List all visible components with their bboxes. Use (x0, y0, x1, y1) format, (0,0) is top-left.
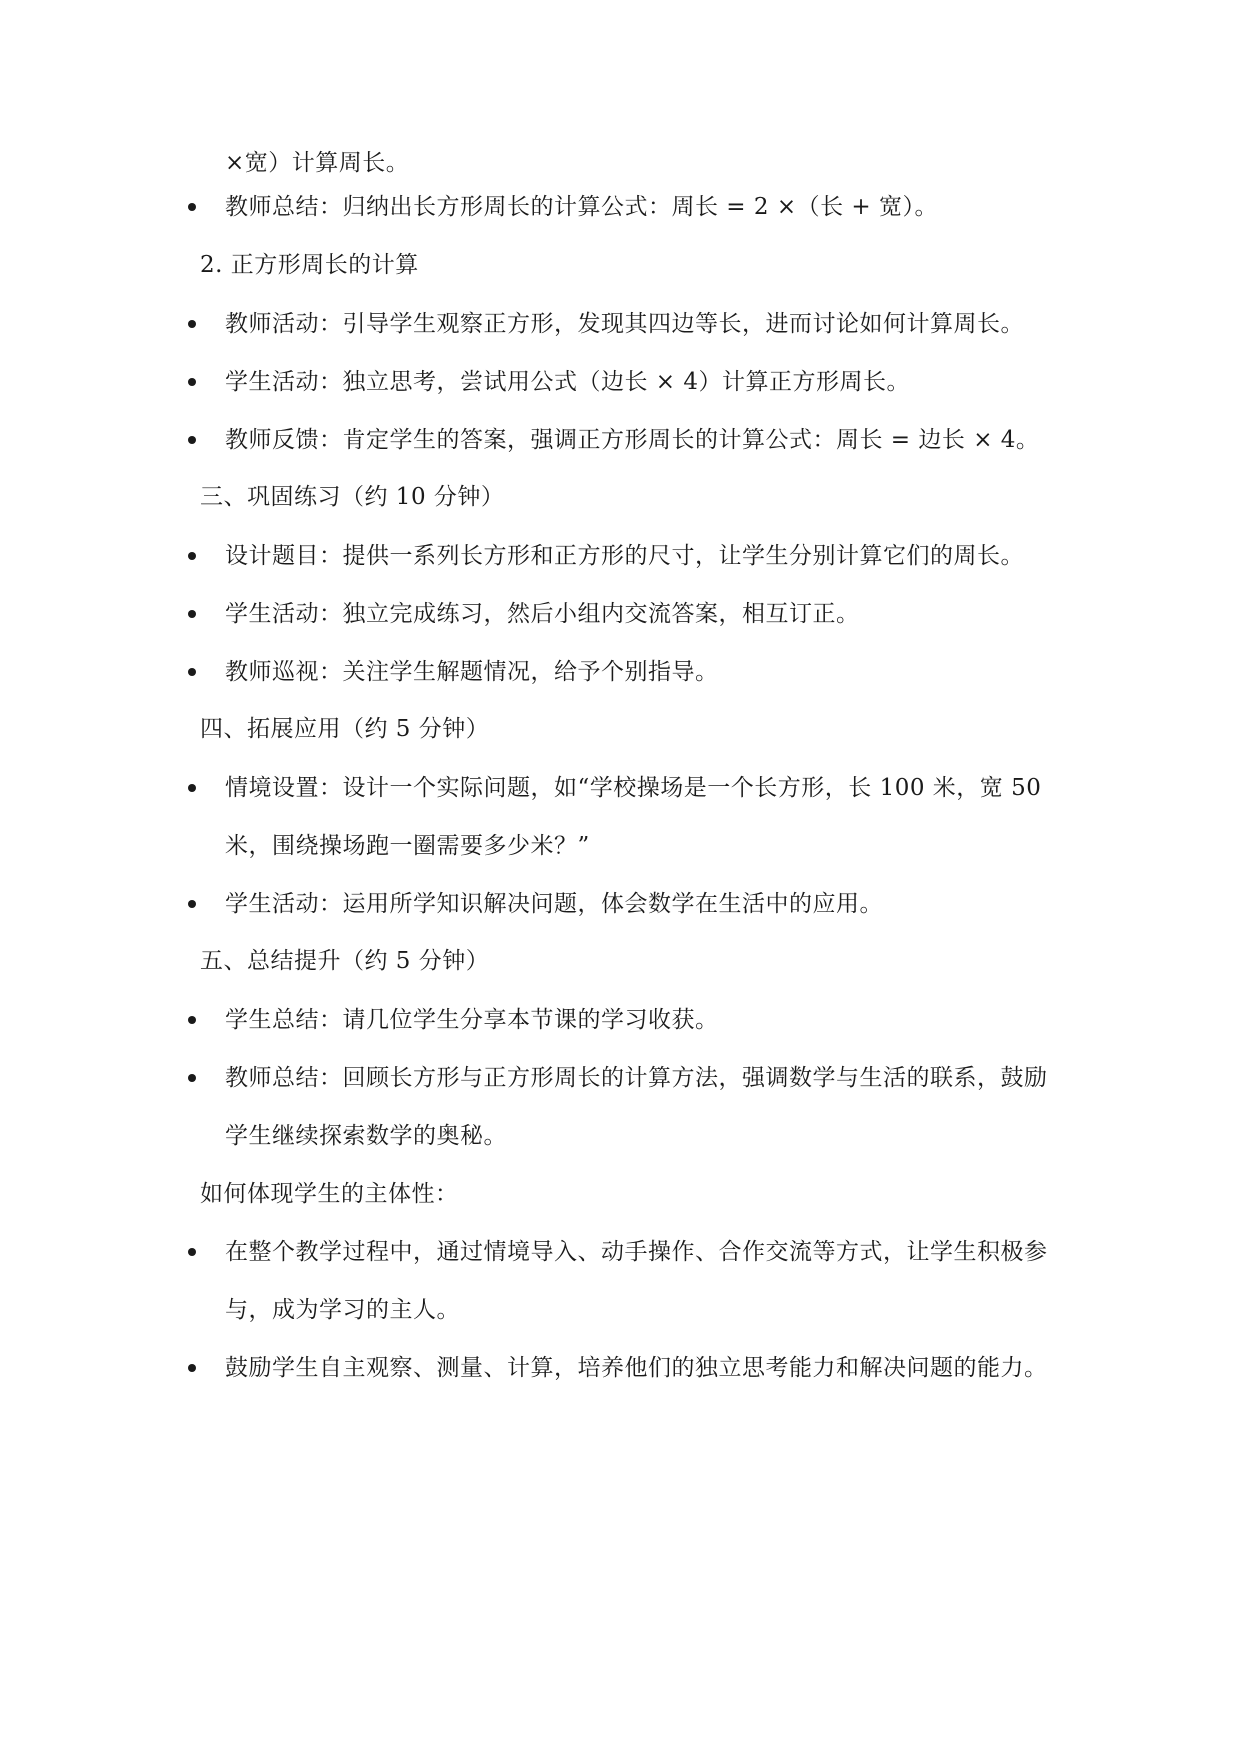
section-heading: 五、总结提升（约 5 分钟） (200, 948, 490, 974)
bullet-icon (188, 436, 196, 444)
bullet-icon (188, 1016, 196, 1024)
bullet-icon (188, 900, 196, 908)
bullet-icon (188, 784, 196, 792)
bullet-icon (188, 668, 196, 676)
bullet-item: 教师活动：引导学生观察正方形，发现其四边等长，进而讨论如何计算周长。 (225, 311, 1024, 337)
bullet-item: 教师总结：归纳出长方形周长的计算公式：周长 = 2 ×（长 + 宽）。 (225, 194, 939, 220)
section-heading: 四、拓展应用（约 5 分钟） (200, 716, 490, 742)
bullet-icon (188, 1248, 196, 1256)
bullet-item: 学生活动：独立完成练习，然后小组内交流答案，相互订正。 (225, 601, 860, 627)
continuation-line: 与，成为学习的主人。 (225, 1297, 460, 1323)
bullet-icon (188, 1364, 196, 1372)
continuation-line: 米，围绕操场跑一圈需要多少米？” (225, 833, 590, 859)
bullet-icon (188, 203, 196, 211)
bullet-item: 学生活动：运用所学知识解决问题，体会数学在生活中的应用。 (225, 891, 883, 917)
section-heading: 如何体现学生的主体性： (200, 1181, 459, 1207)
bullet-item: 设计题目：提供一系列长方形和正方形的尺寸，让学生分别计算它们的周长。 (225, 543, 1024, 569)
continuation-line: 学生继续探索数学的奥秘。 (225, 1123, 507, 1149)
bullet-item: 教师总结：回顾长方形与正方形周长的计算方法，强调数学与生活的联系，鼓励 (225, 1065, 1048, 1091)
section-heading: 2. 正方形周长的计算 (200, 252, 419, 278)
bullet-item: 教师巡视：关注学生解题情况，给予个别指导。 (225, 659, 719, 685)
bullet-item: 教师反馈：肯定学生的答案，强调正方形周长的计算公式：周长 = 边长 × 4。 (225, 427, 1040, 453)
bullet-item: 鼓励学生自主观察、测量、计算，培养他们的独立思考能力和解决问题的能力。 (225, 1355, 1048, 1381)
bullet-icon (188, 552, 196, 560)
bullet-item: 情境设置：设计一个实际问题，如“学校操场是一个长方形，长 100 米，宽 50 (225, 775, 1042, 801)
bullet-icon (188, 610, 196, 618)
bullet-icon (188, 378, 196, 386)
bullet-item: 在整个教学过程中，通过情境导入、动手操作、合作交流等方式，让学生积极参 (225, 1239, 1048, 1265)
bullet-icon (188, 320, 196, 328)
section-heading: 三、巩固练习（约 10 分钟） (200, 484, 505, 510)
continuation-line: ×宽）计算周长。 (225, 150, 410, 176)
bullet-icon (188, 1074, 196, 1082)
bullet-item: 学生总结：请几位学生分享本节课的学习收获。 (225, 1007, 719, 1033)
bullet-item: 学生活动：独立思考，尝试用公式（边长 × 4）计算正方形周长。 (225, 369, 911, 395)
